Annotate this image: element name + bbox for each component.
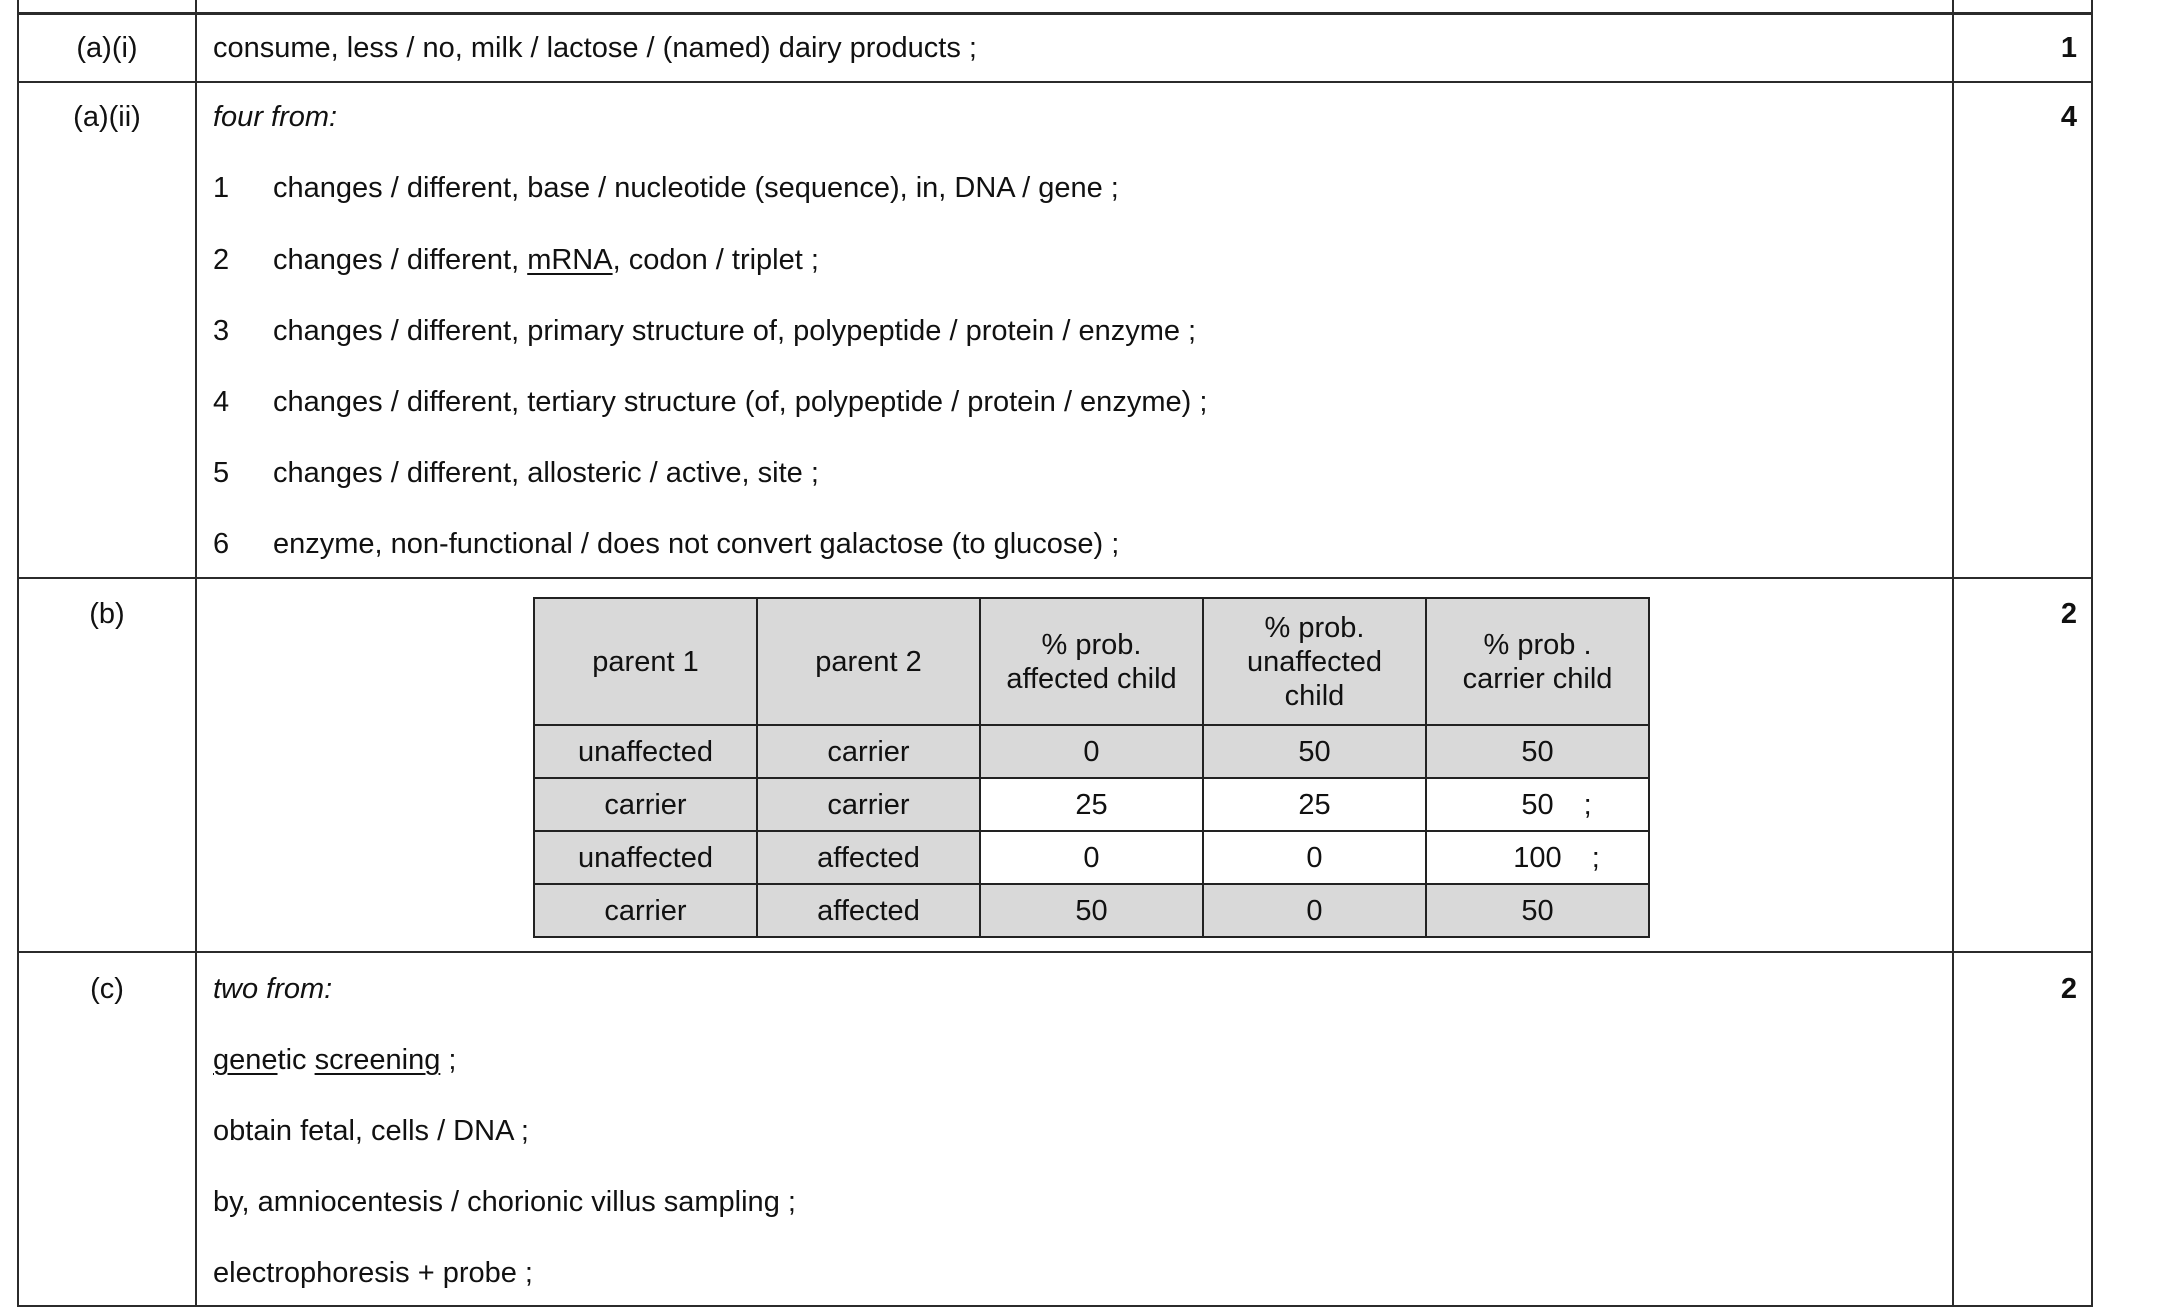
mark-scheme-table <box>17 0 2093 1307</box>
table-cell: 0 <box>980 725 1203 778</box>
answer-intro: two from: <box>213 973 333 1005</box>
table-cell: 50 <box>980 884 1203 937</box>
point-text: changes / different, base / nucleotide (sequence), in, DNA / gene ; <box>273 172 1119 204</box>
table-border-mark-divider <box>1952 0 1954 1307</box>
table-cell: carrier <box>534 778 757 831</box>
answer-intro: four from: <box>213 101 338 133</box>
underlined-keyword: gene <box>213 1044 278 1076</box>
table-cell: 50 <box>1203 725 1426 778</box>
table-cell: unaffected <box>534 831 757 884</box>
table-border-left <box>17 0 19 1307</box>
point-text: changes / different, allosteric / active, site ; <box>273 457 819 489</box>
question-number: (b) <box>89 598 125 630</box>
marking-point <box>213 385 1207 419</box>
table-cell: 50 <box>1426 725 1649 778</box>
column-header: parent 1 <box>534 598 757 725</box>
marking-point <box>213 243 819 277</box>
column-header: % prob. unaffected child <box>1203 598 1426 725</box>
point-text-underlined: mRNA <box>527 244 613 276</box>
genetics-probability-table <box>533 597 1650 938</box>
column-header: % prob. affected child <box>980 598 1203 725</box>
table-cell-answer: 100 ; <box>1426 831 1649 884</box>
marking-point <box>213 314 1196 348</box>
table-cell: affected <box>757 831 980 884</box>
answer-text: consume, less / no, milk / lactose / (named) dairy products ; <box>213 32 977 64</box>
marking-point <box>213 527 1119 561</box>
point-text-pre: changes / different, <box>273 244 528 276</box>
table-cell: affected <box>757 884 980 937</box>
table-border-bottom <box>17 1305 2093 1307</box>
point-number: 6 <box>213 528 230 560</box>
row-border <box>17 577 2093 579</box>
table-cell: carrier <box>534 884 757 937</box>
table-row <box>534 725 1649 778</box>
point-text: ; <box>440 1044 457 1076</box>
point-text: changes / different, tertiary structure (of, polypeptide / protein / enzyme) ; <box>273 386 1208 418</box>
point-text-post: , codon / triplet ; <box>612 244 819 276</box>
question-number: (a)(i) <box>76 32 138 64</box>
column-header: % prob . carrier child <box>1426 598 1649 725</box>
question-number: (c) <box>90 973 124 1005</box>
table-border-right <box>2091 0 2093 1307</box>
table-cell: unaffected <box>534 725 757 778</box>
point-number: 2 <box>213 244 230 276</box>
table-cell: 25 <box>1203 778 1426 831</box>
marking-point: by, amniocentesis / chorionic villus sampling ; <box>213 1186 796 1218</box>
marking-point <box>213 171 1119 205</box>
cell-value: 50 <box>1521 788 1554 821</box>
table-header-row <box>534 598 1649 725</box>
table-row <box>534 778 1649 831</box>
point-number: 3 <box>213 315 230 347</box>
table-row <box>534 831 1649 884</box>
row-border <box>17 951 2093 953</box>
mark-value: 2 <box>2060 598 2077 630</box>
column-header: parent 2 <box>757 598 980 725</box>
table-cell: 0 <box>1203 831 1426 884</box>
table-cell: 0 <box>1203 884 1426 937</box>
table-cell: 0 <box>980 831 1203 884</box>
row-border <box>17 12 2093 15</box>
table-cell: carrier <box>757 778 980 831</box>
table-row <box>534 884 1649 937</box>
point-number: 5 <box>213 457 230 489</box>
row-border <box>17 81 2093 83</box>
table-border-qnum-divider <box>195 0 197 1307</box>
marking-point: electrophoresis + probe ; <box>213 1257 533 1289</box>
question-number: (a)(ii) <box>73 101 141 133</box>
point-text: changes / different, primary structure of, polypeptide / protein / enzyme ; <box>273 315 1197 347</box>
marking-point <box>213 456 819 490</box>
mark-value: 2 <box>2060 973 2077 1005</box>
marking-point: obtain fetal, cells / DNA ; <box>213 1115 529 1147</box>
cell-value: 100 <box>1513 841 1562 874</box>
marking-point <box>213 1043 456 1077</box>
table-cell: 25 <box>980 778 1203 831</box>
point-number: 1 <box>213 172 230 204</box>
table-cell: 50 <box>1426 884 1649 937</box>
mark-value: 4 <box>2060 101 2077 133</box>
point-text: enzyme, non-functional / does not convert galactose (to glucose) ; <box>273 528 1120 560</box>
underlined-keyword: screening <box>314 1044 441 1076</box>
point-text: tic <box>277 1044 315 1076</box>
table-cell-answer: 50 ; <box>1426 778 1649 831</box>
table-cell: carrier <box>757 725 980 778</box>
point-number: 4 <box>213 386 230 418</box>
mark-value: 1 <box>2060 32 2077 64</box>
